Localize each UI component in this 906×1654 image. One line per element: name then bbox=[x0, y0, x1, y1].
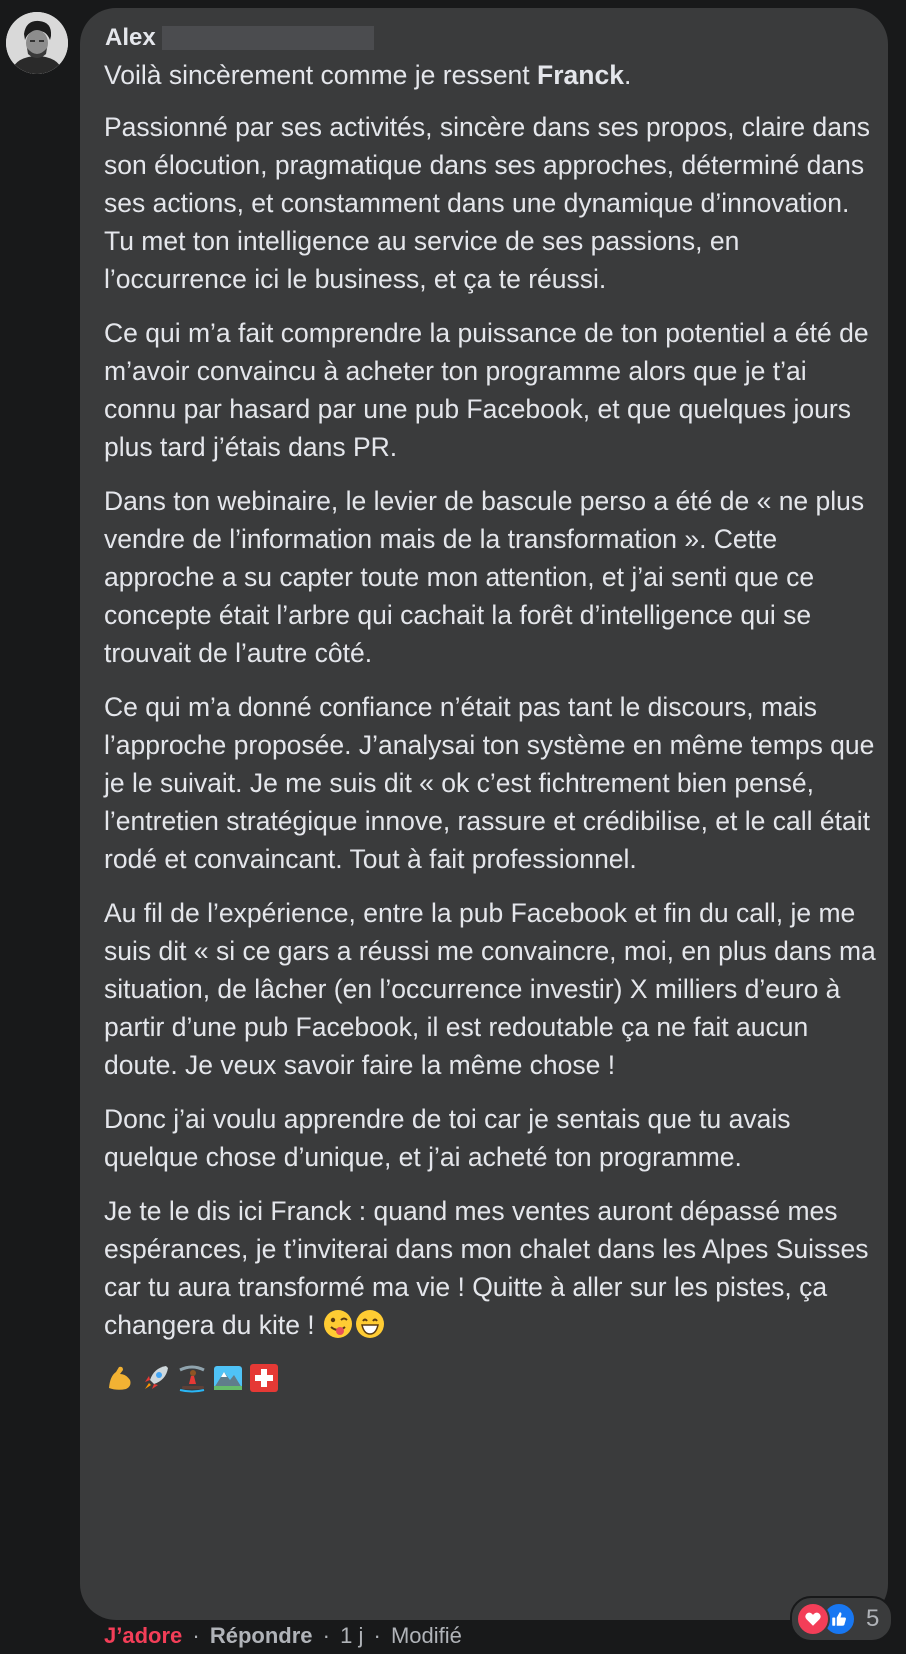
comment-paragraph-8: Je te le dis ici Franck : quand mes ventes auront dépassé mes espérances, je t’inviterai dans mon chalet dans les Alpes Suisses car tu aura transformé ma vie ! Quitte à aller sur les pistes, ça changera du kite ! bbox=[104, 1192, 876, 1350]
comment-paragraph-5: Ce qui m’a donné confiance n’était pas tant le discours, mais l’approche proposée. J’analysai ton système en même temps que je le suivait. Je me suis dit « ok c’est fichtrement bien pensé, l’entretien stratégique innove, rassure et crédibilise, et le call était rodé et convaincant. Tout à fait professionnel. bbox=[104, 692, 875, 874]
comment-paragraph-4: Dans ton webinaire, le levier de bascule perso a été de « ne plus vendre de l’information mais de la transformation ». Cette approche a su capter toute mon attention, et j’ai senti que ce concepte était l’arbre qui cachait la forêt d’intelligence qui se trouvait de l’autre côté. bbox=[104, 486, 865, 668]
comment-paragraph-7: Donc j’ai voulu apprendre de toi car je sentais que tu avais quelque chose d’unique, et j’ai acheté ton programme. bbox=[104, 1104, 791, 1172]
comment-paragraph-3: Ce qui m’a fait comprendre la puissance de ton potentiel a été de m’avoir convaincu à acheter ton programme alors que je t’ai connu par hasard par une pub Facebook, et que quelques jours plus tard j’étais dans PR. bbox=[104, 318, 869, 462]
grinning-emoji-icon bbox=[354, 1308, 386, 1350]
comment-paragraph-2: Passionné par ses activités, sincère dans ses propos, claire dans son élocution, pragmatique dans ses approches, déterminé dans ses actions, et constamment dans une dynamique d’innovation. Tu met ton intelligence au service de ses passions, en l’occurrence ici le business, et ça te réussi. bbox=[104, 112, 870, 294]
heart-reaction-icon bbox=[796, 1602, 830, 1636]
comment-actions bbox=[104, 1623, 462, 1649]
rocket-icon bbox=[140, 1362, 172, 1394]
swiss-flag-icon bbox=[248, 1362, 280, 1394]
mountain-icon bbox=[212, 1362, 244, 1394]
author-name[interactable]: Alex bbox=[105, 24, 156, 51]
emoji-row bbox=[104, 1362, 876, 1394]
redacted-name-block bbox=[162, 26, 374, 50]
flexed-biceps-icon bbox=[104, 1362, 136, 1394]
separator: · bbox=[192, 1623, 200, 1648]
comment-author[interactable] bbox=[105, 24, 374, 52]
mention-franck: Franck bbox=[537, 60, 624, 90]
kitesurfer-icon bbox=[176, 1362, 208, 1394]
separator: · bbox=[373, 1623, 381, 1648]
comment-body bbox=[104, 56, 876, 1394]
reaction-count: 5 bbox=[866, 1605, 880, 1632]
avatar[interactable] bbox=[6, 12, 68, 74]
comment-paragraph-1: Voilà sincèrement comme je ressent Franck. bbox=[104, 60, 632, 90]
comment-paragraph-6: Au fil de l’expérience, entre la pub Facebook et fin du call, je me suis dit « si ce gars a réussi me convaincre, moi, en plus dans ma situation, de lâcher (en l’occurrence investir) X milliers d’euro à partir d’une pub Facebook, il est redoutable ça ne fait aucun doute. Je veux savoir faire la même chose ! bbox=[104, 898, 876, 1080]
reply-button[interactable]: Répondre bbox=[209, 1623, 313, 1648]
edited-label[interactable]: Modifié bbox=[390, 1623, 462, 1648]
avatar-photo-icon bbox=[6, 12, 68, 74]
separator: · bbox=[322, 1623, 330, 1648]
comment-timestamp[interactable]: 1 j bbox=[340, 1623, 364, 1648]
reactions-summary[interactable] bbox=[790, 1596, 893, 1642]
winking-tongue-emoji-icon bbox=[322, 1308, 354, 1350]
love-button[interactable]: J’adore bbox=[104, 1623, 183, 1648]
